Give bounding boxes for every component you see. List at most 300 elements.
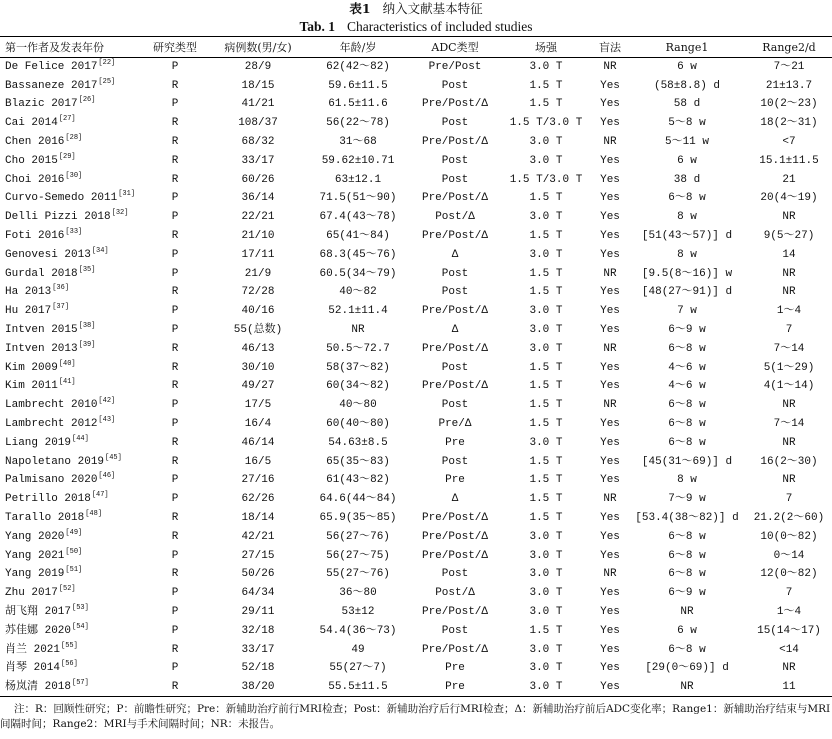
cell-age: 40～80 (339, 399, 377, 412)
cell-author (0, 452, 140, 471)
cell-field: 3.0 T (529, 643, 563, 656)
cell-blind: Yes (600, 680, 620, 693)
cell-type: R (171, 380, 179, 393)
cell-adc: Post (441, 624, 469, 637)
cell-range2: 0～14 (773, 549, 805, 562)
cell-author (0, 339, 140, 358)
cell-type: R (171, 643, 179, 656)
cell-field: 1.5 T (529, 361, 563, 374)
cell-adc: Post (441, 286, 469, 299)
cell-cases: 17/5 (244, 399, 272, 412)
cell-range1: [53.4(38～82)] d (635, 512, 739, 525)
cell-field: 3.0 T (529, 248, 563, 261)
cell-blind: Yes (600, 530, 620, 543)
reference-number: [46] (98, 472, 116, 481)
cell-field: 1.5 T (529, 399, 563, 412)
cell-field: 1.5 T (529, 474, 563, 487)
cell-age: 60(40～80) (326, 418, 390, 431)
cell-field: 3.0 T (529, 211, 563, 224)
cell-range1: (58±8.8) d (653, 79, 720, 92)
author-name: Lambrecht 2012 (5, 418, 98, 431)
cell-range1: 58 d (673, 98, 701, 111)
cell-cases: 41/21 (241, 98, 275, 111)
table-row (0, 264, 832, 283)
cell-adc: Post/Δ (435, 587, 475, 600)
cell-age: 71.5(51～90) (319, 192, 397, 205)
cell-type: P (171, 474, 179, 487)
cell-range2: 7 (785, 324, 793, 337)
header-blinding: 盲法 (592, 37, 628, 58)
header-range1: Range1 (628, 37, 746, 58)
cell-adc: Pre/Post/Δ (421, 530, 488, 543)
cell-range1: [48(27～91)] d (641, 286, 733, 299)
author-name: Petrillo 2018 (5, 493, 91, 506)
cell-blind: Yes (600, 455, 620, 468)
cell-cases: 27/15 (241, 549, 275, 562)
author-name: Blazic 2017 (5, 98, 78, 111)
header-author: 第一作者及发表年份 (0, 37, 140, 58)
table-row (0, 114, 832, 133)
cell-author (0, 114, 140, 133)
table-row (0, 302, 832, 321)
cell-author (0, 396, 140, 415)
reference-number: [35] (78, 265, 96, 274)
cell-blind: NR (603, 568, 617, 581)
author-name: Intven 2013 (5, 342, 78, 355)
table-row (0, 321, 832, 340)
cell-range1: 6～8 w (668, 399, 706, 412)
reference-number: [53] (72, 604, 89, 612)
cell-range2: 7～14 (773, 418, 805, 431)
cell-range1: 4～6 w (668, 380, 706, 393)
cell-blind: Yes (600, 286, 620, 299)
cell-blind: Yes (600, 512, 620, 525)
reference-number: [36] (52, 284, 70, 293)
reference-number: [25] (98, 77, 116, 86)
cell-blind: Yes (600, 192, 620, 205)
cell-age: 55(27～7) (329, 662, 387, 675)
cell-type: P (171, 61, 179, 74)
author-name: Liang 2019 (5, 436, 72, 449)
table-row (0, 565, 832, 584)
table-row (0, 546, 832, 565)
cell-adc: Pre/Δ (438, 418, 472, 431)
cell-age: 56(22～78) (326, 117, 390, 130)
cell-blind: NR (603, 342, 617, 355)
cell-field: 3.0 T (529, 606, 563, 618)
cell-author (0, 189, 140, 208)
cell-range2: NR (782, 399, 796, 412)
cell-cases: 18/15 (241, 79, 275, 92)
cell-age: 60.5(34～79) (319, 267, 397, 280)
reference-number: [44] (72, 434, 89, 443)
cell-range2: NR (782, 267, 796, 280)
cell-cases: 42/21 (241, 530, 275, 543)
table-row (0, 678, 832, 697)
table-title-en (0, 18, 832, 36)
header-cases: 病例数(男/女) (210, 37, 306, 58)
cell-type: P (171, 587, 179, 600)
cell-range2: <14 (779, 643, 799, 656)
table-title-cn-text: 纳入文献基本特征 (382, 1, 483, 16)
cell-adc: Pre (445, 474, 465, 487)
cell-author (0, 527, 140, 546)
cell-age: 60(34～82) (326, 380, 390, 393)
cell-range2: 10(0～82) (760, 530, 818, 543)
cell-cases: 16/4 (244, 418, 272, 431)
cell-range1: 6～9 w (668, 587, 706, 600)
cell-range1: 8 w (677, 248, 697, 261)
cell-age: 50.5～72.7 (326, 342, 390, 355)
table-row (0, 189, 832, 208)
cell-author (0, 603, 140, 622)
cell-type: P (171, 248, 179, 261)
cell-blind: Yes (600, 98, 620, 111)
cell-adc: Pre/Post/Δ (421, 512, 488, 525)
cell-field: 3.0 T (529, 324, 563, 337)
header-row (0, 37, 832, 58)
cell-blind: Yes (600, 643, 620, 656)
cell-cases: 22/21 (241, 211, 275, 224)
cell-type: R (171, 342, 179, 355)
cell-adc: Pre/Post/Δ (421, 230, 488, 243)
cell-range1: 4～6 w (668, 361, 706, 374)
cell-type: R (171, 154, 179, 167)
cell-range1: 6 w (677, 624, 697, 637)
cell-age: 40～82 (339, 286, 377, 299)
cell-field: 3.0 T (529, 61, 563, 74)
cell-blind: Yes (600, 230, 620, 243)
cell-field: 3.0 T (529, 530, 563, 543)
reference-number: [22] (98, 59, 116, 68)
cell-adc: Δ (451, 248, 459, 261)
author-name: Lambrecht 2010 (5, 399, 98, 412)
cell-range2: 11 (782, 680, 796, 693)
cell-author (0, 546, 140, 565)
cell-author (0, 621, 140, 640)
table-row (0, 640, 832, 659)
cell-field: 3.0 T (529, 680, 563, 693)
table-row (0, 245, 832, 264)
cell-type: R (171, 530, 179, 543)
author-name: De Felice 2017 (5, 61, 98, 74)
cell-type: R (171, 230, 179, 243)
cell-author (0, 678, 140, 697)
cell-cases: 33/17 (241, 154, 275, 167)
cell-adc: Pre/Post/Δ (421, 643, 488, 656)
cell-adc: Post/Δ (435, 211, 475, 224)
cell-age: 52.1±11.4 (328, 305, 388, 318)
cell-cases: 32/18 (241, 624, 275, 637)
cell-type: P (171, 399, 179, 412)
table-row (0, 377, 832, 396)
table-title-en-text: Characteristics of included studies (346, 19, 533, 34)
table-header (0, 37, 832, 58)
cell-age: 31～68 (339, 136, 377, 149)
cell-range1: 5～11 w (664, 136, 709, 149)
cell-blind: Yes (600, 436, 620, 449)
author-name: Kim 2011 (5, 380, 58, 393)
cell-range1: 7～9 w (668, 493, 706, 506)
cell-adc: Post (441, 267, 469, 280)
cell-age: 61(43～82) (326, 474, 390, 487)
cell-age: 63±12.1 (334, 173, 382, 186)
cell-adc: Post (441, 455, 469, 468)
table-row (0, 584, 832, 603)
cell-adc: Post (441, 154, 469, 167)
cell-field: 1.5 T/3.0 T (509, 117, 583, 130)
cell-blind: Yes (600, 248, 620, 261)
author-name: Yang 2020 (5, 530, 65, 543)
cell-range2: 9(5～27) (763, 230, 815, 243)
cell-field: 1.5 T (529, 455, 563, 468)
cell-author (0, 151, 140, 170)
cell-range2: NR (782, 474, 796, 487)
cell-blind: Yes (600, 624, 620, 637)
author-name: 肖琴 2014 (5, 662, 61, 675)
author-name: Genovesi 2013 (5, 248, 91, 261)
cell-blind: Yes (600, 418, 620, 431)
table-note: 注：R：回顾性研究；P：前瞻性研究；Pre：新辅助治疗前行MRI检查；Post：新辅助治疗后行MRI检查；Δ：新辅助治疗前后ADC变化率；Range1：新辅助治疗结束与MRI间隔时间；Range2：MRI与手术间隔时间；NR：未报告。 (0, 703, 831, 731)
reference-number: [52] (58, 585, 76, 594)
cell-type: P (171, 324, 179, 337)
cell-range1: 8 w (677, 474, 697, 487)
author-name: Hu 2017 (5, 305, 52, 318)
cell-age: NR (351, 324, 365, 337)
cell-blind: Yes (600, 173, 620, 186)
cell-author (0, 95, 140, 114)
cell-range1: 38 d (673, 173, 701, 186)
cell-range1: 6～8 w (668, 568, 706, 581)
author-name: Bassaneze 2017 (5, 79, 98, 92)
author-name: Cai 2014 (5, 117, 58, 130)
cell-blind: NR (603, 267, 617, 280)
cell-age: 55.5±11.5 (328, 680, 388, 693)
cell-cases: 49/27 (241, 380, 275, 393)
cell-adc: Post (441, 79, 469, 92)
cell-adc: Pre/Post/Δ (421, 606, 488, 618)
cell-adc: Δ (451, 324, 459, 337)
cell-author (0, 58, 140, 77)
cell-cases: 18/14 (241, 512, 275, 525)
cell-age: 49 (351, 643, 365, 656)
table-row (0, 95, 832, 114)
cell-range2: 5(1～29) (763, 361, 815, 374)
header-range2: Range2/d (746, 37, 832, 58)
cell-adc: Post (441, 361, 469, 374)
cell-type: R (171, 436, 179, 449)
reference-number: [57] (72, 678, 89, 687)
cell-range1: 6～8 w (668, 549, 706, 562)
reference-number: [49] (65, 528, 83, 537)
reference-number: [34] (91, 246, 109, 255)
reference-number: [33] (65, 228, 83, 237)
reference-number: [42] (98, 397, 116, 406)
author-name: Ha 2013 (5, 286, 52, 299)
cell-type: R (171, 568, 179, 581)
cell-age: 53±12 (341, 606, 375, 618)
cell-author (0, 490, 140, 509)
cell-adc: Post (441, 117, 469, 130)
reference-number: [48] (85, 510, 103, 519)
cell-adc: Δ (451, 493, 459, 506)
table-row (0, 659, 832, 678)
cell-adc: Pre/Post (428, 61, 482, 74)
cell-range1: 5～8 w (668, 117, 706, 130)
reference-number: [56] (61, 660, 78, 669)
author-name: Yang 2019 (5, 568, 65, 581)
cell-blind: Yes (600, 361, 620, 374)
cell-author (0, 302, 140, 321)
reference-number: [43] (98, 416, 116, 425)
cell-range1: 7 w (677, 305, 697, 318)
cell-field: 3.0 T (529, 136, 563, 149)
author-name: Intven 2015 (5, 324, 78, 337)
cell-author (0, 584, 140, 603)
cell-type: P (171, 192, 179, 205)
reference-number: [50] (65, 547, 83, 556)
reference-number: [51] (65, 566, 83, 575)
table-row (0, 621, 832, 640)
table-row (0, 151, 832, 170)
cell-range1: 6～9 w (668, 324, 706, 337)
cell-cases: 16/5 (244, 455, 272, 468)
table-row (0, 283, 832, 302)
cell-type: R (171, 117, 179, 130)
cell-field: 3.0 T (529, 549, 563, 562)
cell-range2: 4(1～14) (763, 380, 815, 393)
cell-cases: 29/11 (241, 606, 275, 618)
cell-blind: Yes (600, 117, 620, 130)
cell-field: 3.0 T (529, 436, 563, 449)
cell-field: 3.0 T (529, 154, 563, 167)
cell-adc: Pre (445, 662, 465, 675)
cell-field: 1.5 T (529, 267, 563, 280)
cell-field: 1.5 T (529, 192, 563, 205)
cell-blind: NR (603, 136, 617, 149)
cell-range1: [51(43～57)] d (641, 230, 733, 243)
reference-number: [29] (58, 152, 76, 161)
table-row (0, 490, 832, 509)
cell-type: P (171, 267, 179, 280)
cell-range1: 6～8 w (668, 418, 706, 431)
cell-age: 65(35～83) (326, 455, 390, 468)
cell-range2: 1～4 (776, 606, 802, 618)
table-row (0, 527, 832, 546)
cell-author (0, 509, 140, 528)
cell-blind: Yes (600, 380, 620, 393)
cell-adc: Pre (445, 436, 465, 449)
cell-age: 64.6(44～84) (319, 493, 397, 506)
author-name: Gurdal 2018 (5, 267, 78, 280)
cell-field: 3.0 T (529, 342, 563, 355)
table-row (0, 452, 832, 471)
cell-cases: 55(总数) (233, 324, 283, 337)
table-label-en: Tab. 1 (299, 19, 335, 34)
cell-adc: Pre/Post/Δ (421, 192, 488, 205)
author-name: Choi 2016 (5, 173, 65, 186)
cell-author (0, 264, 140, 283)
reference-number: [55] (61, 641, 78, 650)
cell-range1: [45(31～69)] d (641, 455, 733, 468)
cell-range2: NR (782, 436, 796, 449)
table-row (0, 58, 832, 77)
cell-range1: 6～8 w (668, 530, 706, 543)
cell-age: 56(27～75) (326, 549, 390, 562)
header-age: 年龄/岁 (306, 37, 410, 58)
cell-range1: NR (680, 680, 694, 693)
cell-range2: NR (782, 286, 796, 299)
cell-cases: 27/16 (241, 474, 275, 487)
reference-number: [27] (58, 115, 76, 124)
table-row (0, 433, 832, 452)
cell-author (0, 565, 140, 584)
cell-type: R (171, 173, 179, 186)
cell-cases: 46/13 (241, 342, 275, 355)
cell-author (0, 415, 140, 434)
cell-field: 1.5 T (529, 230, 563, 243)
table-row (0, 415, 832, 434)
cell-author (0, 358, 140, 377)
author-name: Zhu 2017 (5, 587, 58, 600)
cell-adc: Pre/Post/Δ (421, 380, 488, 393)
cell-age: 59.6±11.5 (328, 79, 388, 92)
cell-range2: 7 (785, 493, 793, 506)
cell-blind: Yes (600, 549, 620, 562)
reference-number: [41] (58, 378, 76, 387)
author-name: 杨岚清 2018 (5, 680, 72, 693)
reference-number: [37] (52, 303, 70, 312)
cell-blind: NR (603, 493, 617, 506)
cell-range2: 21 (782, 173, 796, 186)
cell-cases: 28/9 (244, 61, 272, 74)
cell-adc: Pre/Post/Δ (421, 549, 488, 562)
cell-type: R (171, 512, 179, 525)
cell-cases: 17/11 (241, 248, 275, 261)
cell-range2: <7 (782, 136, 796, 149)
characteristics-table (0, 36, 832, 697)
cell-blind: Yes (600, 474, 620, 487)
cell-age: 36～80 (339, 587, 377, 600)
header-adc-type: ADC类型 (410, 37, 500, 58)
cell-field: 3.0 T (529, 568, 563, 581)
cell-range2: NR (782, 211, 796, 224)
cell-blind: Yes (600, 324, 620, 337)
cell-cases: 50/26 (241, 568, 275, 581)
cell-author (0, 433, 140, 452)
cell-range2: 7～14 (773, 342, 805, 355)
reference-number: [39] (78, 340, 96, 349)
cell-type: P (171, 549, 179, 562)
cell-type: P (171, 493, 179, 506)
cell-type: P (171, 418, 179, 431)
header-field-strength: 场强 (500, 37, 592, 58)
cell-field: 3.0 T (529, 587, 563, 600)
cell-range1: [29(0～69)] d (645, 662, 729, 675)
cell-adc: Pre/Post/Δ (421, 98, 488, 111)
cell-range2: 1～4 (776, 305, 802, 318)
table-row (0, 603, 832, 622)
author-name: Chen 2016 (5, 136, 65, 149)
reference-number: [26] (78, 96, 96, 105)
cell-type: P (171, 624, 179, 637)
cell-cases: 46/14 (241, 436, 275, 449)
cell-age: 62(42～82) (326, 61, 390, 74)
reference-number: [31] (118, 190, 136, 199)
author-name: 肖兰 2021 (5, 643, 61, 656)
cell-author (0, 227, 140, 246)
cell-cases: 68/32 (241, 136, 275, 149)
